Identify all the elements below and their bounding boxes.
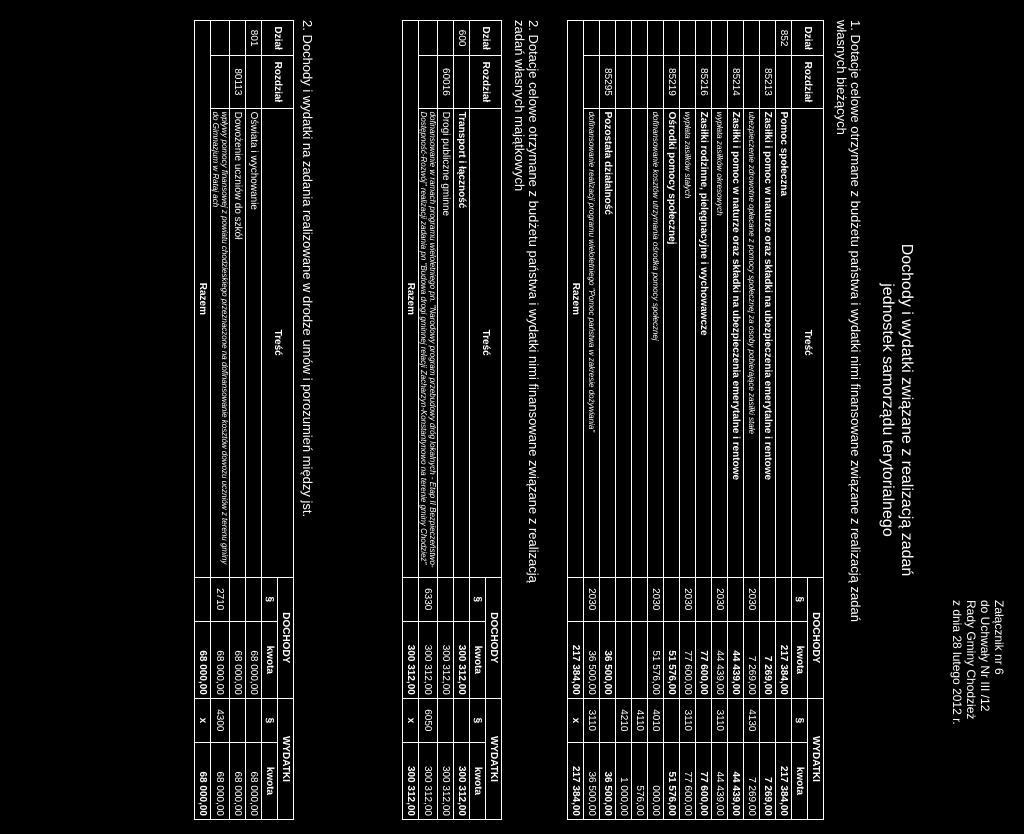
header-wydatki: WYDATKI [808, 698, 824, 819]
cell-kwota-1: 77 600,00 [696, 621, 712, 698]
table-row [696, 21, 712, 820]
cell-dzial [616, 21, 632, 56]
cell-kwota-2: 1 000,00 [616, 742, 632, 819]
cell-rozdzial [680, 56, 696, 108]
total-kwota-1: 300 312,00 [403, 621, 419, 698]
cell-dzial: 801 [246, 21, 262, 56]
cell-par-2: 6050 [419, 698, 438, 742]
header-tresc: Treść [262, 108, 294, 577]
cell-par-1: 2030 [584, 577, 600, 621]
attachment-line-2: do Uchwały Nr III /12 [978, 600, 992, 712]
cell-par-2: 3110 [584, 698, 600, 742]
cell-rozdzial: 85214 [728, 56, 744, 108]
cell-dzial [438, 21, 454, 56]
header-par-2: § [792, 698, 808, 742]
attachment-line-4: z dnia 28 lutego 2012 r. [950, 600, 964, 725]
total-par-2: x [403, 698, 419, 742]
header-dochody: DOCHODY [486, 577, 502, 698]
cell-par-2 [600, 698, 616, 742]
header-par-2: § [262, 698, 278, 742]
cell-tresc: Zasiłki i pomoc w naturze oraz składki na ubezpieczenia emerytalne i rentowe [760, 108, 776, 577]
header-rozdzial: Rozdział [262, 56, 294, 108]
table-section2 [402, 20, 502, 820]
cell-dzial [584, 21, 600, 56]
cell-kwota-2: 300 312,00 [454, 742, 470, 819]
cell-rozdzial [584, 56, 600, 108]
table-row [632, 21, 648, 820]
cell-kwota-2: 51 576,00 [664, 742, 680, 819]
section3-body [211, 21, 262, 820]
header-dzial: Dział [792, 21, 824, 56]
header-par-1: § [470, 577, 486, 621]
attachment-line-1: Załącznik nr 6 [992, 600, 1006, 675]
total-kwota-2: 68 000,00 [195, 742, 211, 819]
cell-par-2: 3110 [680, 698, 696, 742]
section2-total-row [403, 21, 419, 820]
cell-dzial [600, 21, 616, 56]
header-kwota-1: kwota [262, 621, 278, 698]
section3-total-row [195, 21, 211, 820]
cell-rozdzial [648, 56, 664, 108]
cell-tresc: Ośrodki pomocy społecznej [664, 108, 680, 577]
table-row [728, 21, 744, 820]
header-dochody: DOCHODY [278, 577, 294, 698]
cell-par-2 [230, 698, 246, 742]
header-dochody: DOCHODY [808, 577, 824, 698]
total-label: Razem [568, 21, 584, 578]
total-kwota-2: 300 312,00 [403, 742, 419, 819]
cell-kwota-1: 7 269,00 [744, 621, 760, 698]
cell-dzial [419, 21, 438, 56]
cell-kwota-2: 36 500,00 [600, 742, 616, 819]
cell-rozdzial [776, 56, 792, 108]
cell-par-1: 6330 [419, 577, 438, 621]
cell-par-2 [438, 698, 454, 742]
table-row [744, 21, 760, 820]
header-rozdzial: Rozdział [792, 56, 824, 108]
cell-rozdzial: 85213 [760, 56, 776, 108]
cell-par-1 [760, 577, 776, 621]
header-dzial: Dział [470, 21, 502, 56]
cell-tresc: Drogi publiczne gminne [438, 108, 454, 577]
cell-par-1: 2030 [744, 577, 760, 621]
cell-dzial [728, 21, 744, 56]
cell-kwota-1: 77 600,00 [680, 621, 696, 698]
cell-kwota-2: 77 600,00 [680, 742, 696, 819]
cell-dzial: 852 [776, 21, 792, 56]
title-line-1: Dochody i wydatki związane z realizacją zadań [898, 243, 915, 577]
cell-par-2 [246, 698, 262, 742]
section1-heading-line-2: własnych bieżących [834, 20, 849, 135]
cell-tresc: Pozostała działalność [600, 108, 616, 577]
cell-tresc: wypłata zasiłków okresowych [712, 108, 728, 577]
cell-tresc: wpływy pomocy finansowej z powiatu chodzieskiego przeznaczone na dofinansowanie kosztów dowozu uczniów z terenu gminy do Gimnazjum w Rataj ach [211, 108, 230, 577]
table-row [600, 21, 616, 820]
table-row [454, 21, 470, 820]
cell-dzial [712, 21, 728, 56]
cell-tresc: dofinansowanie w ramach programu wieloletniego pn. "Narodowy program przebudowy dróg lokalnych - Etap II Bezpieczeństwo-Dostępność-Rozwój" realizacji zadania pn "Budowa drogi gminnej relacji Zacharzyn-Konstantynowo na terenie gminy Chodzież" [419, 108, 438, 577]
cell-dzial [680, 21, 696, 56]
section2-heading [512, 20, 540, 820]
cell-kwota-1: 36 500,00 [600, 621, 616, 698]
table-row [584, 21, 600, 820]
header-kwota-2: kwota [262, 742, 278, 819]
cell-rozdzial: 60016 [438, 56, 454, 108]
cell-tresc: Zasiłki rodzinne, pielęgnacyjne i wychowawcze [696, 108, 712, 577]
cell-dzial [648, 21, 664, 56]
cell-kwota-1: 44 439,00 [728, 621, 744, 698]
total-par-2: x [195, 698, 211, 742]
cell-par-1: 2030 [680, 577, 696, 621]
cell-dzial [664, 21, 680, 56]
cell-par-2 [696, 698, 712, 742]
total-kwota-2: 217 384,00 [568, 742, 584, 819]
table-section3 [194, 20, 294, 820]
table-row [680, 21, 696, 820]
cell-kwota-2: 36 500,00 [584, 742, 600, 819]
cell-dzial [760, 21, 776, 56]
cell-kwota-1: 300 312,00 [419, 621, 438, 698]
cell-par-2 [454, 698, 470, 742]
section1-heading-line-1: 1. Dotacje celowe otrzymane z budżetu państwa i wydatki nimi finansowane związane z realizacją zadań [848, 20, 863, 622]
cell-tresc: Pomoc społeczna [776, 108, 792, 577]
header-tresc: Treść [470, 108, 502, 577]
cell-kwota-2: 7 269,00 [744, 742, 760, 819]
total-kwota-1: 68 000,00 [195, 621, 211, 698]
header-par-2: § [470, 698, 486, 742]
cell-rozdzial [454, 56, 470, 108]
cell-kwota-2: 44 439,00 [728, 742, 744, 819]
cell-kwota-1: 36 500,00 [584, 621, 600, 698]
cell-kwota-1: 68 000,00 [211, 621, 230, 698]
header-par-1: § [262, 577, 278, 621]
cell-dzial [632, 21, 648, 56]
attachment-note [950, 600, 1006, 820]
cell-par-2: 4110 [632, 698, 648, 742]
cell-rozdzial: 85219 [664, 56, 680, 108]
cell-tresc: Oświata i wychowanie [246, 108, 262, 577]
cell-kwota-2: 68 000,00 [230, 742, 246, 819]
total-kwota-1: 217 384,00 [568, 621, 584, 698]
cell-par-1 [246, 577, 262, 621]
cell-par-2: 4130 [744, 698, 760, 742]
total-label: Razem [403, 21, 419, 578]
cell-rozdzial [211, 56, 230, 108]
header-wydatki: WYDATKI [486, 698, 502, 819]
cell-rozdzial: 85295 [600, 56, 616, 108]
section2-heading-line-2: zadań własnych majątkowych [512, 20, 527, 192]
table-row [438, 21, 454, 820]
cell-kwota-1: 68 000,00 [230, 621, 246, 698]
cell-kwota-2: 77 600,00 [696, 742, 712, 819]
table-row [230, 21, 246, 820]
cell-par-2: 3110 [712, 698, 728, 742]
table-row [760, 21, 776, 820]
section3-heading: 2. Dochody i wydatki na zadania realizowane w drodze umów i porozumień między jst. [300, 20, 315, 518]
cell-dzial: 600 [454, 21, 470, 56]
table-section1 [567, 20, 824, 820]
cell-tresc [616, 108, 632, 577]
table-row [712, 21, 728, 820]
table-row [211, 21, 230, 820]
cell-kwota-1 [616, 621, 632, 698]
header-rozdzial: Rozdział [470, 56, 502, 108]
section1-body [584, 21, 792, 820]
cell-dzial [696, 21, 712, 56]
cell-rozdzial: 80113 [230, 56, 246, 108]
cell-kwota-2: 000,00 [648, 742, 664, 819]
cell-kwota-2: 7 269,00 [760, 742, 776, 819]
cell-kwota-1: 44 439,00 [712, 621, 728, 698]
total-par-2: x [568, 698, 584, 742]
cell-par-1 [664, 577, 680, 621]
cell-kwota-1: 68 000,00 [246, 621, 262, 698]
table-row [776, 21, 792, 820]
cell-tresc: wypłata zasiłków stałych [680, 108, 696, 577]
cell-kwota-2: 68 000,00 [246, 742, 262, 819]
total-par-1 [568, 577, 584, 621]
cell-par-2 [776, 698, 792, 742]
header-kwota-2: kwota [470, 742, 486, 819]
cell-par-1 [600, 577, 616, 621]
total-label: Razem [195, 21, 211, 578]
cell-kwota-2: 300 312,00 [438, 742, 454, 819]
cell-tresc [632, 108, 648, 577]
cell-tresc: Transport i łączność [454, 108, 470, 577]
cell-rozdzial [419, 56, 438, 108]
cell-par-1: 2030 [712, 577, 728, 621]
cell-par-1: 2030 [648, 577, 664, 621]
cell-kwota-1: 300 312,00 [454, 621, 470, 698]
total-par-1 [403, 577, 419, 621]
cell-kwota-1 [632, 621, 648, 698]
header-tresc: Treść [792, 108, 824, 577]
header-par-1: § [792, 577, 808, 621]
cell-rozdzial [632, 56, 648, 108]
cell-dzial [211, 21, 230, 56]
cell-par-2 [760, 698, 776, 742]
table-row [616, 21, 632, 820]
section1-heading [834, 20, 862, 820]
section1-total-row [568, 21, 584, 820]
cell-rozdzial [744, 56, 760, 108]
cell-tresc: ubezpieczenie zdrowotne opłacane z pomocy społecznej za osoby pobierające zasiłki stałe [744, 108, 760, 577]
cell-par-1 [616, 577, 632, 621]
cell-par-2: 4210 [616, 698, 632, 742]
cell-kwota-1: 217 384,00 [776, 621, 792, 698]
cell-kwota-2: 217 384,00 [776, 742, 792, 819]
header-kwota-2: kwota [792, 742, 808, 819]
cell-par-2: 4010 [648, 698, 664, 742]
cell-kwota-2: 300 312,00 [419, 742, 438, 819]
cell-tresc: Dowożenie uczniów do szkół [230, 108, 246, 577]
cell-dzial [230, 21, 246, 56]
cell-par-1 [632, 577, 648, 621]
table-row [664, 21, 680, 820]
cell-tresc: dofinansowanie kosztów utrzymania ośrodka pomocy społecznej [648, 108, 664, 577]
cell-kwota-2: 68 000,00 [211, 742, 230, 819]
cell-rozdzial [616, 56, 632, 108]
cell-par-1: 2710 [211, 577, 230, 621]
cell-kwota-1: 7 269,00 [760, 621, 776, 698]
title-line-2: jednostek samorządu terytorialnego [879, 283, 896, 537]
total-par-1 [195, 577, 211, 621]
header-dzial: Dział [262, 21, 294, 56]
cell-par-1 [776, 577, 792, 621]
cell-tresc: dofinansowanie realizacji programu wieloletniego "Pomoc państwa w zakresie dożywiania" [584, 108, 600, 577]
table-row [246, 21, 262, 820]
cell-rozdzial [712, 56, 728, 108]
cell-par-1 [696, 577, 712, 621]
cell-par-1 [438, 577, 454, 621]
document-title [878, 60, 916, 760]
cell-rozdzial [246, 56, 262, 108]
cell-par-1 [230, 577, 246, 621]
cell-kwota-2: 576,00 [632, 742, 648, 819]
cell-tresc: Zasiłki i pomoc w naturze oraz składki na ubezpieczenia emerytalne i rentowe [728, 108, 744, 577]
cell-kwota-1: 51 576,00 [648, 621, 664, 698]
cell-rozdzial: 85216 [696, 56, 712, 108]
cell-kwota-2: 44 439,00 [712, 742, 728, 819]
cell-par-2 [728, 698, 744, 742]
header-kwota-1: kwota [470, 621, 486, 698]
table-row [648, 21, 664, 820]
cell-kwota-1: 51 576,00 [664, 621, 680, 698]
header-wydatki: WYDATKI [278, 698, 294, 819]
table-row [419, 21, 438, 820]
cell-par-1 [454, 577, 470, 621]
section2-body [419, 21, 470, 820]
cell-kwota-1: 300 312,00 [438, 621, 454, 698]
cell-par-2: 4300 [211, 698, 230, 742]
cell-par-1 [728, 577, 744, 621]
section2-heading-line-1: 2. Dotacje celowe otrzymane z budżetu państwa i wydatki nimi finansowane związane z realizacją [526, 20, 541, 583]
cell-dzial [744, 21, 760, 56]
cell-par-2 [664, 698, 680, 742]
header-kwota-1: kwota [792, 621, 808, 698]
attachment-line-3: Rady Gminy Chodzież [964, 600, 978, 720]
